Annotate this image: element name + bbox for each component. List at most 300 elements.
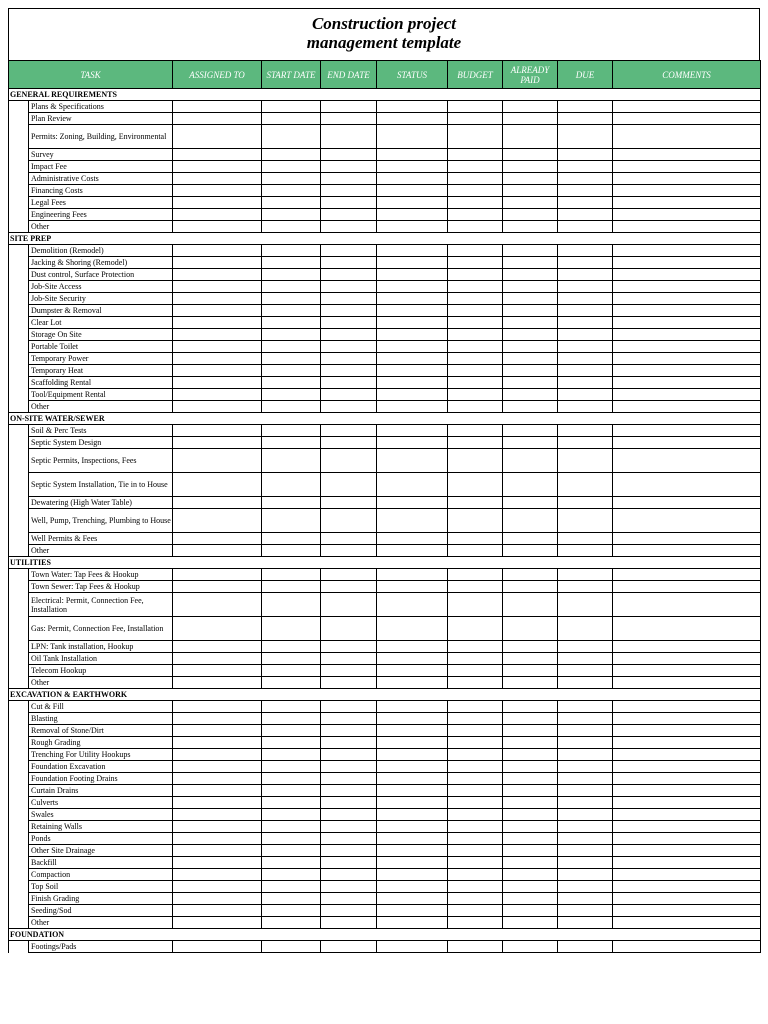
due-cell[interactable] xyxy=(558,833,613,845)
budget-cell[interactable] xyxy=(448,125,503,149)
start-date-cell[interactable] xyxy=(262,677,321,689)
start-date-cell[interactable] xyxy=(262,701,321,713)
start-date-cell[interactable] xyxy=(262,653,321,665)
assigned-to-cell[interactable] xyxy=(173,893,262,905)
start-date-cell[interactable] xyxy=(262,785,321,797)
assigned-to-cell[interactable] xyxy=(173,833,262,845)
end-date-cell[interactable] xyxy=(321,725,377,737)
budget-cell[interactable] xyxy=(448,701,503,713)
end-date-cell[interactable] xyxy=(321,665,377,677)
start-date-cell[interactable] xyxy=(262,833,321,845)
end-date-cell[interactable] xyxy=(321,473,377,497)
due-cell[interactable] xyxy=(558,713,613,725)
end-date-cell[interactable] xyxy=(321,185,377,197)
task-cell[interactable]: Financing Costs xyxy=(29,185,173,197)
start-date-cell[interactable] xyxy=(262,545,321,557)
assigned-to-cell[interactable] xyxy=(173,725,262,737)
comments-cell[interactable] xyxy=(613,365,761,377)
assigned-to-cell[interactable] xyxy=(173,845,262,857)
end-date-cell[interactable] xyxy=(321,221,377,233)
status-cell[interactable] xyxy=(377,209,448,221)
comments-cell[interactable] xyxy=(613,545,761,557)
status-cell[interactable] xyxy=(377,749,448,761)
start-date-cell[interactable] xyxy=(262,437,321,449)
assigned-to-cell[interactable] xyxy=(173,941,262,953)
already-paid-cell[interactable] xyxy=(503,365,558,377)
comments-cell[interactable] xyxy=(613,185,761,197)
end-date-cell[interactable] xyxy=(321,377,377,389)
end-date-cell[interactable] xyxy=(321,389,377,401)
status-cell[interactable] xyxy=(377,569,448,581)
budget-cell[interactable] xyxy=(448,293,503,305)
assigned-to-cell[interactable] xyxy=(173,377,262,389)
end-date-cell[interactable] xyxy=(321,125,377,149)
due-cell[interactable] xyxy=(558,185,613,197)
task-cell[interactable]: Culverts xyxy=(29,797,173,809)
due-cell[interactable] xyxy=(558,257,613,269)
start-date-cell[interactable] xyxy=(262,125,321,149)
assigned-to-cell[interactable] xyxy=(173,905,262,917)
due-cell[interactable] xyxy=(558,425,613,437)
end-date-cell[interactable] xyxy=(321,761,377,773)
status-cell[interactable] xyxy=(377,449,448,473)
due-cell[interactable] xyxy=(558,677,613,689)
already-paid-cell[interactable] xyxy=(503,101,558,113)
task-cell[interactable]: Retaining Walls xyxy=(29,821,173,833)
assigned-to-cell[interactable] xyxy=(173,209,262,221)
start-date-cell[interactable] xyxy=(262,497,321,509)
due-cell[interactable] xyxy=(558,113,613,125)
due-cell[interactable] xyxy=(558,569,613,581)
budget-cell[interactable] xyxy=(448,245,503,257)
status-cell[interactable] xyxy=(377,701,448,713)
start-date-cell[interactable] xyxy=(262,449,321,473)
status-cell[interactable] xyxy=(377,869,448,881)
budget-cell[interactable] xyxy=(448,221,503,233)
end-date-cell[interactable] xyxy=(321,281,377,293)
task-cell[interactable]: LPN: Tank installation, Hookup xyxy=(29,641,173,653)
comments-cell[interactable] xyxy=(613,329,761,341)
comments-cell[interactable] xyxy=(613,401,761,413)
due-cell[interactable] xyxy=(558,293,613,305)
due-cell[interactable] xyxy=(558,941,613,953)
due-cell[interactable] xyxy=(558,497,613,509)
comments-cell[interactable] xyxy=(613,305,761,317)
already-paid-cell[interactable] xyxy=(503,905,558,917)
already-paid-cell[interactable] xyxy=(503,437,558,449)
task-cell[interactable]: Septic Permits, Inspections, Fees xyxy=(29,449,173,473)
comments-cell[interactable] xyxy=(613,869,761,881)
comments-cell[interactable] xyxy=(613,617,761,641)
assigned-to-cell[interactable] xyxy=(173,245,262,257)
already-paid-cell[interactable] xyxy=(503,173,558,185)
already-paid-cell[interactable] xyxy=(503,293,558,305)
due-cell[interactable] xyxy=(558,329,613,341)
budget-cell[interactable] xyxy=(448,449,503,473)
budget-cell[interactable] xyxy=(448,617,503,641)
due-cell[interactable] xyxy=(558,701,613,713)
comments-cell[interactable] xyxy=(613,425,761,437)
comments-cell[interactable] xyxy=(613,665,761,677)
due-cell[interactable] xyxy=(558,161,613,173)
assigned-to-cell[interactable] xyxy=(173,257,262,269)
assigned-to-cell[interactable] xyxy=(173,185,262,197)
assigned-to-cell[interactable] xyxy=(173,809,262,821)
task-cell[interactable]: Foundation Footing Drains xyxy=(29,773,173,785)
budget-cell[interactable] xyxy=(448,749,503,761)
end-date-cell[interactable] xyxy=(321,581,377,593)
budget-cell[interactable] xyxy=(448,389,503,401)
comments-cell[interactable] xyxy=(613,113,761,125)
task-cell[interactable]: Finish Grading xyxy=(29,893,173,905)
already-paid-cell[interactable] xyxy=(503,701,558,713)
already-paid-cell[interactable] xyxy=(503,545,558,557)
task-cell[interactable]: Dumpster & Removal xyxy=(29,305,173,317)
due-cell[interactable] xyxy=(558,725,613,737)
budget-cell[interactable] xyxy=(448,821,503,833)
status-cell[interactable] xyxy=(377,545,448,557)
status-cell[interactable] xyxy=(377,281,448,293)
budget-cell[interactable] xyxy=(448,581,503,593)
end-date-cell[interactable] xyxy=(321,749,377,761)
already-paid-cell[interactable] xyxy=(503,665,558,677)
due-cell[interactable] xyxy=(558,437,613,449)
end-date-cell[interactable] xyxy=(321,845,377,857)
status-cell[interactable] xyxy=(377,185,448,197)
task-cell[interactable]: Scaffolding Rental xyxy=(29,377,173,389)
already-paid-cell[interactable] xyxy=(503,401,558,413)
start-date-cell[interactable] xyxy=(262,869,321,881)
comments-cell[interactable] xyxy=(613,893,761,905)
status-cell[interactable] xyxy=(377,113,448,125)
status-cell[interactable] xyxy=(377,293,448,305)
status-cell[interactable] xyxy=(377,317,448,329)
start-date-cell[interactable] xyxy=(262,725,321,737)
start-date-cell[interactable] xyxy=(262,257,321,269)
task-cell[interactable]: Permits: Zoning, Building, Environmental xyxy=(29,125,173,149)
already-paid-cell[interactable] xyxy=(503,893,558,905)
comments-cell[interactable] xyxy=(613,497,761,509)
due-cell[interactable] xyxy=(558,317,613,329)
end-date-cell[interactable] xyxy=(321,641,377,653)
assigned-to-cell[interactable] xyxy=(173,389,262,401)
due-cell[interactable] xyxy=(558,809,613,821)
comments-cell[interactable] xyxy=(613,881,761,893)
assigned-to-cell[interactable] xyxy=(173,509,262,533)
status-cell[interactable] xyxy=(377,653,448,665)
comments-cell[interactable] xyxy=(613,641,761,653)
assigned-to-cell[interactable] xyxy=(173,365,262,377)
end-date-cell[interactable] xyxy=(321,353,377,365)
end-date-cell[interactable] xyxy=(321,677,377,689)
budget-cell[interactable] xyxy=(448,305,503,317)
already-paid-cell[interactable] xyxy=(503,113,558,125)
due-cell[interactable] xyxy=(558,533,613,545)
budget-cell[interactable] xyxy=(448,281,503,293)
end-date-cell[interactable] xyxy=(321,905,377,917)
start-date-cell[interactable] xyxy=(262,245,321,257)
budget-cell[interactable] xyxy=(448,845,503,857)
assigned-to-cell[interactable] xyxy=(173,353,262,365)
end-date-cell[interactable] xyxy=(321,881,377,893)
already-paid-cell[interactable] xyxy=(503,641,558,653)
budget-cell[interactable] xyxy=(448,785,503,797)
start-date-cell[interactable] xyxy=(262,401,321,413)
already-paid-cell[interactable] xyxy=(503,257,558,269)
comments-cell[interactable] xyxy=(613,917,761,929)
status-cell[interactable] xyxy=(377,437,448,449)
task-cell[interactable]: Swales xyxy=(29,809,173,821)
due-cell[interactable] xyxy=(558,845,613,857)
end-date-cell[interactable] xyxy=(321,317,377,329)
task-cell[interactable]: Telecom Hookup xyxy=(29,665,173,677)
assigned-to-cell[interactable] xyxy=(173,101,262,113)
budget-cell[interactable] xyxy=(448,905,503,917)
due-cell[interactable] xyxy=(558,857,613,869)
already-paid-cell[interactable] xyxy=(503,245,558,257)
budget-cell[interactable] xyxy=(448,773,503,785)
already-paid-cell[interactable] xyxy=(503,341,558,353)
task-cell[interactable]: Cut & Fill xyxy=(29,701,173,713)
budget-cell[interactable] xyxy=(448,869,503,881)
start-date-cell[interactable] xyxy=(262,425,321,437)
assigned-to-cell[interactable] xyxy=(173,281,262,293)
budget-cell[interactable] xyxy=(448,797,503,809)
end-date-cell[interactable] xyxy=(321,893,377,905)
task-cell[interactable]: Demolition (Remodel) xyxy=(29,245,173,257)
assigned-to-cell[interactable] xyxy=(173,197,262,209)
already-paid-cell[interactable] xyxy=(503,821,558,833)
end-date-cell[interactable] xyxy=(321,809,377,821)
status-cell[interactable] xyxy=(377,221,448,233)
start-date-cell[interactable] xyxy=(262,617,321,641)
assigned-to-cell[interactable] xyxy=(173,773,262,785)
assigned-to-cell[interactable] xyxy=(173,341,262,353)
status-cell[interactable] xyxy=(377,353,448,365)
status-cell[interactable] xyxy=(377,473,448,497)
budget-cell[interactable] xyxy=(448,569,503,581)
budget-cell[interactable] xyxy=(448,353,503,365)
assigned-to-cell[interactable] xyxy=(173,401,262,413)
budget-cell[interactable] xyxy=(448,437,503,449)
assigned-to-cell[interactable] xyxy=(173,737,262,749)
task-cell[interactable]: Blasting xyxy=(29,713,173,725)
assigned-to-cell[interactable] xyxy=(173,569,262,581)
status-cell[interactable] xyxy=(377,149,448,161)
due-cell[interactable] xyxy=(558,245,613,257)
budget-cell[interactable] xyxy=(448,173,503,185)
comments-cell[interactable] xyxy=(613,905,761,917)
budget-cell[interactable] xyxy=(448,149,503,161)
due-cell[interactable] xyxy=(558,401,613,413)
status-cell[interactable] xyxy=(377,833,448,845)
comments-cell[interactable] xyxy=(613,281,761,293)
comments-cell[interactable] xyxy=(613,713,761,725)
end-date-cell[interactable] xyxy=(321,269,377,281)
end-date-cell[interactable] xyxy=(321,437,377,449)
status-cell[interactable] xyxy=(377,725,448,737)
end-date-cell[interactable] xyxy=(321,821,377,833)
assigned-to-cell[interactable] xyxy=(173,161,262,173)
budget-cell[interactable] xyxy=(448,761,503,773)
assigned-to-cell[interactable] xyxy=(173,917,262,929)
already-paid-cell[interactable] xyxy=(503,269,558,281)
due-cell[interactable] xyxy=(558,761,613,773)
comments-cell[interactable] xyxy=(613,761,761,773)
end-date-cell[interactable] xyxy=(321,653,377,665)
due-cell[interactable] xyxy=(558,197,613,209)
comments-cell[interactable] xyxy=(613,725,761,737)
end-date-cell[interactable] xyxy=(321,593,377,617)
due-cell[interactable] xyxy=(558,341,613,353)
already-paid-cell[interactable] xyxy=(503,473,558,497)
budget-cell[interactable] xyxy=(448,101,503,113)
assigned-to-cell[interactable] xyxy=(173,665,262,677)
task-cell[interactable]: Impact Fee xyxy=(29,161,173,173)
comments-cell[interactable] xyxy=(613,581,761,593)
start-date-cell[interactable] xyxy=(262,221,321,233)
comments-cell[interactable] xyxy=(613,737,761,749)
task-cell[interactable]: Other xyxy=(29,917,173,929)
task-cell[interactable]: Survey xyxy=(29,149,173,161)
assigned-to-cell[interactable] xyxy=(173,581,262,593)
already-paid-cell[interactable] xyxy=(503,749,558,761)
budget-cell[interactable] xyxy=(448,713,503,725)
already-paid-cell[interactable] xyxy=(503,149,558,161)
task-cell[interactable]: Backfill xyxy=(29,857,173,869)
end-date-cell[interactable] xyxy=(321,173,377,185)
task-cell[interactable]: Other Site Drainage xyxy=(29,845,173,857)
already-paid-cell[interactable] xyxy=(503,125,558,149)
task-cell[interactable]: Septic System Design xyxy=(29,437,173,449)
due-cell[interactable] xyxy=(558,641,613,653)
task-cell[interactable]: Job-Site Security xyxy=(29,293,173,305)
task-cell[interactable]: Foundation Excavation xyxy=(29,761,173,773)
budget-cell[interactable] xyxy=(448,725,503,737)
budget-cell[interactable] xyxy=(448,533,503,545)
status-cell[interactable] xyxy=(377,665,448,677)
assigned-to-cell[interactable] xyxy=(173,713,262,725)
already-paid-cell[interactable] xyxy=(503,449,558,473)
start-date-cell[interactable] xyxy=(262,197,321,209)
already-paid-cell[interactable] xyxy=(503,761,558,773)
status-cell[interactable] xyxy=(377,365,448,377)
start-date-cell[interactable] xyxy=(262,797,321,809)
budget-cell[interactable] xyxy=(448,365,503,377)
already-paid-cell[interactable] xyxy=(503,329,558,341)
status-cell[interactable] xyxy=(377,257,448,269)
end-date-cell[interactable] xyxy=(321,257,377,269)
comments-cell[interactable] xyxy=(613,857,761,869)
comments-cell[interactable] xyxy=(613,173,761,185)
status-cell[interactable] xyxy=(377,341,448,353)
status-cell[interactable] xyxy=(377,581,448,593)
end-date-cell[interactable] xyxy=(321,245,377,257)
already-paid-cell[interactable] xyxy=(503,281,558,293)
already-paid-cell[interactable] xyxy=(503,581,558,593)
assigned-to-cell[interactable] xyxy=(173,221,262,233)
task-cell[interactable]: Well, Pump, Trenching, Plumbing to House xyxy=(29,509,173,533)
start-date-cell[interactable] xyxy=(262,101,321,113)
start-date-cell[interactable] xyxy=(262,569,321,581)
task-cell[interactable]: Other xyxy=(29,221,173,233)
comments-cell[interactable] xyxy=(613,197,761,209)
comments-cell[interactable] xyxy=(613,353,761,365)
start-date-cell[interactable] xyxy=(262,473,321,497)
comments-cell[interactable] xyxy=(613,389,761,401)
status-cell[interactable] xyxy=(377,761,448,773)
budget-cell[interactable] xyxy=(448,737,503,749)
assigned-to-cell[interactable] xyxy=(173,653,262,665)
status-cell[interactable] xyxy=(377,641,448,653)
status-cell[interactable] xyxy=(377,713,448,725)
comments-cell[interactable] xyxy=(613,833,761,845)
start-date-cell[interactable] xyxy=(262,533,321,545)
task-cell[interactable]: Administrative Costs xyxy=(29,173,173,185)
comments-cell[interactable] xyxy=(613,677,761,689)
assigned-to-cell[interactable] xyxy=(173,533,262,545)
assigned-to-cell[interactable] xyxy=(173,269,262,281)
end-date-cell[interactable] xyxy=(321,365,377,377)
start-date-cell[interactable] xyxy=(262,893,321,905)
status-cell[interactable] xyxy=(377,917,448,929)
start-date-cell[interactable] xyxy=(262,353,321,365)
end-date-cell[interactable] xyxy=(321,869,377,881)
status-cell[interactable] xyxy=(377,737,448,749)
comments-cell[interactable] xyxy=(613,509,761,533)
status-cell[interactable] xyxy=(377,389,448,401)
comments-cell[interactable] xyxy=(613,473,761,497)
budget-cell[interactable] xyxy=(448,653,503,665)
due-cell[interactable] xyxy=(558,101,613,113)
due-cell[interactable] xyxy=(558,893,613,905)
start-date-cell[interactable] xyxy=(262,173,321,185)
due-cell[interactable] xyxy=(558,917,613,929)
start-date-cell[interactable] xyxy=(262,749,321,761)
comments-cell[interactable] xyxy=(613,125,761,149)
budget-cell[interactable] xyxy=(448,341,503,353)
task-cell[interactable]: Well Permits & Fees xyxy=(29,533,173,545)
end-date-cell[interactable] xyxy=(321,293,377,305)
end-date-cell[interactable] xyxy=(321,785,377,797)
due-cell[interactable] xyxy=(558,365,613,377)
assigned-to-cell[interactable] xyxy=(173,425,262,437)
task-cell[interactable]: Clear Lot xyxy=(29,317,173,329)
already-paid-cell[interactable] xyxy=(503,881,558,893)
end-date-cell[interactable] xyxy=(321,833,377,845)
status-cell[interactable] xyxy=(377,401,448,413)
task-cell[interactable]: Legal Fees xyxy=(29,197,173,209)
task-cell[interactable]: Tool/Equipment Rental xyxy=(29,389,173,401)
end-date-cell[interactable] xyxy=(321,713,377,725)
budget-cell[interactable] xyxy=(448,881,503,893)
start-date-cell[interactable] xyxy=(262,821,321,833)
end-date-cell[interactable] xyxy=(321,161,377,173)
start-date-cell[interactable] xyxy=(262,737,321,749)
due-cell[interactable] xyxy=(558,509,613,533)
comments-cell[interactable] xyxy=(613,449,761,473)
status-cell[interactable] xyxy=(377,881,448,893)
start-date-cell[interactable] xyxy=(262,713,321,725)
due-cell[interactable] xyxy=(558,665,613,677)
budget-cell[interactable] xyxy=(448,329,503,341)
task-cell[interactable]: Oil Tank Installation xyxy=(29,653,173,665)
task-cell[interactable]: Other xyxy=(29,545,173,557)
end-date-cell[interactable] xyxy=(321,401,377,413)
due-cell[interactable] xyxy=(558,749,613,761)
status-cell[interactable] xyxy=(377,377,448,389)
start-date-cell[interactable] xyxy=(262,341,321,353)
